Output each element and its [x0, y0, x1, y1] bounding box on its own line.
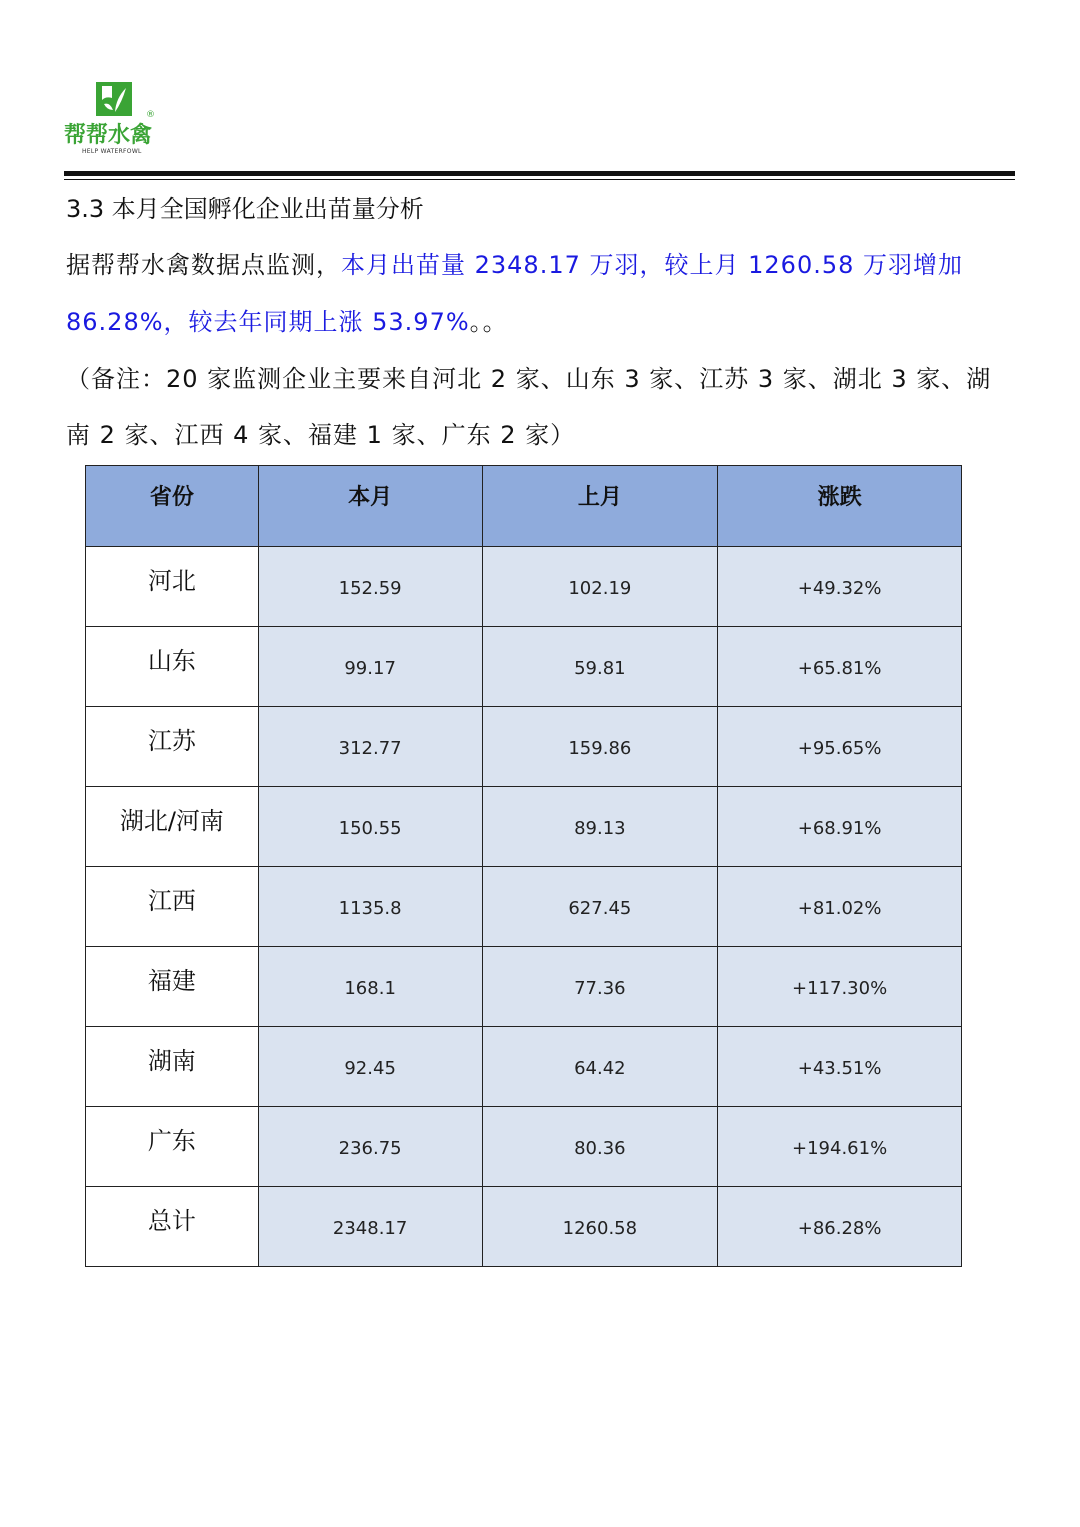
- header-rule-thin: [64, 179, 1015, 180]
- this-month-cell: 152.59: [258, 547, 482, 627]
- summary-suffix: 。。: [469, 308, 508, 336]
- section-title: 3.3 本月全国孵化企业出苗量分析: [66, 195, 424, 223]
- change-cell: +43.51%: [718, 1027, 962, 1107]
- this-month-cell: 168.1: [258, 947, 482, 1027]
- table-row: [86, 1027, 962, 1107]
- summary-prefix: 据帮帮水禽数据点监测，: [66, 251, 341, 279]
- note-line-2: 南 2 家、江西 4 家、福建 1 家、广东 2 家）: [66, 421, 576, 449]
- summary-line-1: [66, 248, 1026, 282]
- logo-wordmark: 帮帮水禽: [64, 123, 153, 148]
- this-month-cell: 312.77: [258, 707, 482, 787]
- last-month-cell: 102.19: [482, 547, 718, 627]
- header-province: 省份: [86, 466, 259, 547]
- summary-highlight-2: 86.28%，较去年同期上涨 53.97%: [66, 308, 470, 336]
- hatchery-output-table: [85, 465, 962, 1267]
- last-month-cell: 64.42: [482, 1027, 718, 1107]
- table-row: [86, 787, 962, 867]
- table-row: [86, 707, 962, 787]
- table-row: [86, 1107, 962, 1187]
- note-line-1: （备注：20 家监测企业主要来自河北 2 家、山东 3 家、江苏 3 家、湖北 3 家、湖: [66, 365, 992, 393]
- province-cell: 河北: [86, 547, 259, 627]
- this-month-cell: 150.55: [258, 787, 482, 867]
- table-row: [86, 867, 962, 947]
- change-cell: +68.91%: [718, 787, 962, 867]
- summary-highlight-1: 本月出苗量 2348.17 万羽，较上月 1260.58 万羽增加: [341, 251, 964, 279]
- table-total-row: [86, 1187, 962, 1267]
- change-cell: +117.30%: [718, 947, 962, 1027]
- header-rule-thick: [64, 171, 1015, 176]
- table-row: [86, 627, 962, 707]
- province-cell: 广东: [86, 1107, 259, 1187]
- province-cell: 福建: [86, 947, 259, 1027]
- province-cell: 山东: [86, 627, 259, 707]
- change-cell: +49.32%: [718, 547, 962, 627]
- table-row: [86, 547, 962, 627]
- summary-line-2: [66, 305, 1026, 339]
- this-month-cell: 92.45: [258, 1027, 482, 1107]
- last-month-cell: 80.36: [482, 1107, 718, 1187]
- registered-mark: ®: [146, 110, 155, 120]
- this-month-cell: 2348.17: [258, 1187, 482, 1267]
- province-cell: 湖南: [86, 1027, 259, 1107]
- leaf-logo-icon: [96, 82, 132, 116]
- last-month-cell: 59.81: [482, 627, 718, 707]
- change-cell: +194.61%: [718, 1107, 962, 1187]
- change-cell: +86.28%: [718, 1187, 962, 1267]
- last-month-cell: 627.45: [482, 867, 718, 947]
- last-month-cell: 1260.58: [482, 1187, 718, 1267]
- this-month-cell: 236.75: [258, 1107, 482, 1187]
- table-row: [86, 947, 962, 1027]
- change-cell: +65.81%: [718, 627, 962, 707]
- last-month-cell: 159.86: [482, 707, 718, 787]
- change-cell: +81.02%: [718, 867, 962, 947]
- this-month-cell: 99.17: [258, 627, 482, 707]
- header-this-month: 本月: [258, 466, 482, 547]
- province-cell: 总计: [86, 1187, 259, 1267]
- table-header-row: [86, 466, 962, 547]
- last-month-cell: 89.13: [482, 787, 718, 867]
- brand-logo: [64, 82, 174, 162]
- header-last-month: 上月: [482, 466, 718, 547]
- province-cell: 江西: [86, 867, 259, 947]
- province-cell: 江苏: [86, 707, 259, 787]
- province-cell: 湖北/河南: [86, 787, 259, 867]
- header-change: 涨跌: [718, 466, 962, 547]
- logo-subtitle: HELP WATERFOWL: [82, 148, 142, 155]
- this-month-cell: 1135.8: [258, 867, 482, 947]
- last-month-cell: 77.36: [482, 947, 718, 1027]
- change-cell: +95.65%: [718, 707, 962, 787]
